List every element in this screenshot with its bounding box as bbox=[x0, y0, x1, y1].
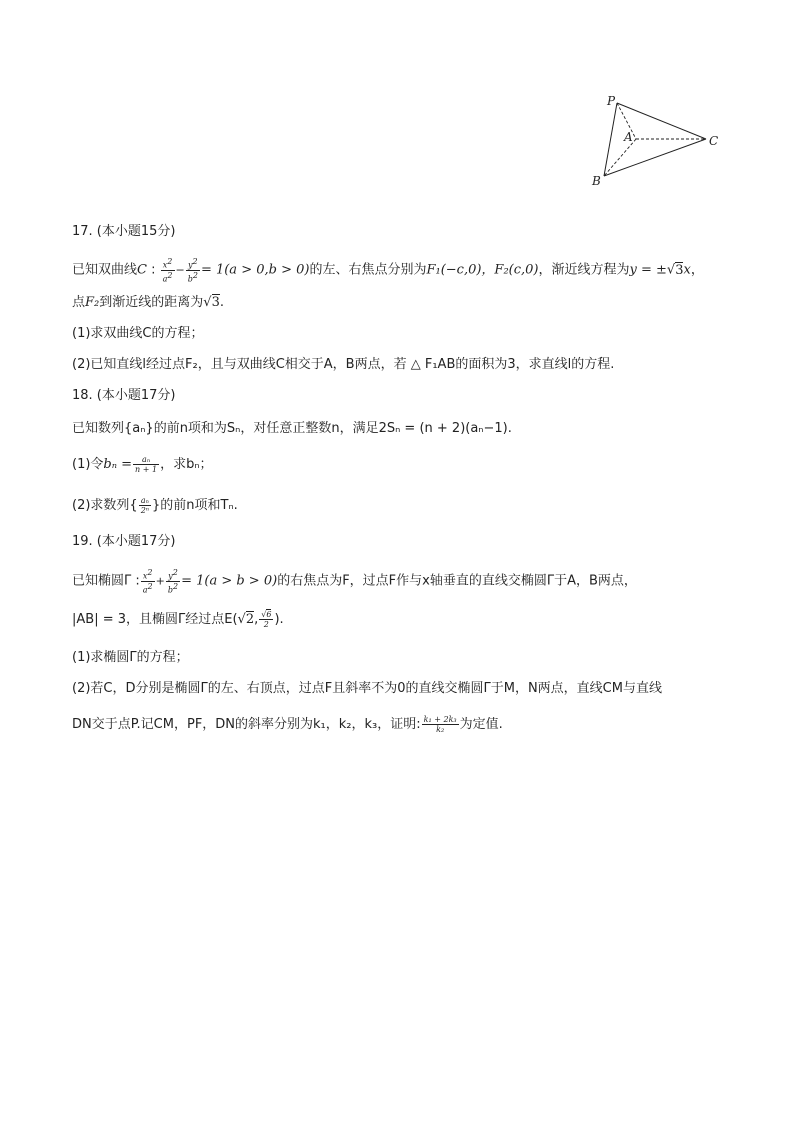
q17-part1: (1)求双曲线C的方程； bbox=[72, 326, 204, 341]
q18-part1-frac bbox=[133, 455, 159, 474]
q19-frac-y: $\frac{y^2}{b^2}$ bbox=[167, 568, 179, 595]
q17-header: 17. (本小题15分) bbox=[72, 224, 176, 239]
q19-line2-frac: $\frac{√6}{2}$ bbox=[261, 610, 272, 629]
q19-line2: |AB| = 3，且椭圆Γ经过点E(√2, $\frac{√6}{2}$ ). bbox=[72, 610, 284, 629]
q17-intro-a: 已知双曲线 bbox=[72, 262, 138, 278]
q19-line2-num: 6 bbox=[266, 610, 272, 619]
q19-line1: 已知椭圆Γ : $\frac{x^2}{a^2}$ + $\frac{y^2}{b^2}$ = 1(a > b > 0)的右焦点为F，过点F作与x轴垂直的直线交椭圆Γ于A，B两点， bbox=[72, 568, 637, 595]
q17-line1: 已知双曲线C : $\frac{x^2}{a^2}$ − $\frac{y^2}{b^2}$ = 1(a > 0,b > 0)的左、右焦点分别为F₁(−c,0)，F₂(c,0)，渐近线方程为y = ±√3x， bbox=[72, 257, 704, 284]
label-b: B bbox=[592, 174, 601, 188]
q19-line2-a: |AB| = 3，且椭圆Γ经过点E( bbox=[72, 612, 238, 627]
q17-frac-x: $\frac{x^2}{a^2}$ bbox=[162, 257, 173, 284]
q18-line1: 已知数列{aₙ}的前n项和为Sₙ，对任意正整数n，满足2Sₙ = (n + 2)(aₙ−1). bbox=[72, 421, 512, 436]
q19-part1: (1)求椭圆Γ的方程； bbox=[72, 650, 189, 665]
tetrahedron-figure bbox=[586, 88, 726, 188]
q19-line2-comma: , bbox=[254, 612, 259, 627]
q17-x-var: x bbox=[683, 262, 691, 278]
q18-part2-a: (2)求数列{ bbox=[72, 498, 138, 513]
q18-part1-a: (1)令 bbox=[72, 457, 104, 472]
q17-line2: 点F₂到渐近线的距离为√3. bbox=[72, 295, 224, 310]
q17-foci: F₁(−c,0)，F₂(c,0) bbox=[426, 262, 539, 278]
q19-frac-x: $\frac{x^2}{a^2}$ bbox=[142, 568, 153, 595]
q17-intro-b: 的左、右焦点分别为 bbox=[309, 262, 427, 278]
q17-line2-sqrt3: 3 bbox=[211, 295, 220, 310]
q17-tail: ， bbox=[690, 262, 704, 278]
q18-part1-b: bₙ = bbox=[103, 457, 133, 472]
q19-line2-end: ). bbox=[274, 612, 284, 627]
q17-line2-c: 到渐近线的距离为 bbox=[99, 295, 204, 310]
q19-part2-end: 为定值. bbox=[459, 717, 503, 732]
q19-part2-den: k₂ bbox=[436, 725, 445, 734]
q17-intro-c: ，渐近线方程为 bbox=[538, 262, 630, 278]
q17-line2-end: . bbox=[219, 295, 224, 310]
q19-line2-sqrt: 2 bbox=[245, 612, 255, 627]
edge-pb bbox=[604, 103, 617, 176]
q17-colon: : bbox=[146, 262, 160, 278]
q17-curve-name: C bbox=[137, 262, 147, 278]
q17-asymptote: y = ± bbox=[629, 262, 667, 278]
q18-part2-den: 2ⁿ bbox=[140, 506, 150, 515]
q17-sqrt3: 3 bbox=[675, 262, 684, 278]
q18-part1-num: aₙ bbox=[133, 455, 159, 465]
q18-part2-b: }的前n项和Tₙ. bbox=[152, 498, 238, 513]
q19-part2-line1: (2)若C，D分别是椭圆Γ的左、右顶点，过点F且斜率不为0的直线交椭圆Γ于M，N两点，直线CM与直线 bbox=[72, 681, 662, 696]
q18-part1-c: ，求bₙ； bbox=[160, 457, 213, 472]
q18-part2 bbox=[72, 496, 238, 516]
q17-line2-a: 点 bbox=[72, 295, 86, 310]
q19-part2-frac bbox=[422, 715, 459, 734]
q17-condition: = 1(a > 0,b > 0) bbox=[200, 262, 310, 278]
q19-intro-a: 已知椭圆Γ : bbox=[72, 573, 140, 589]
q17-part2: (2)已知直线l经过点F₂，且与双曲线C相交于A，B两点，若 △ F₁AB的面积为3，求直线l的方程. bbox=[72, 357, 615, 372]
edge-bc bbox=[604, 139, 706, 176]
q18-part1 bbox=[72, 455, 213, 475]
label-p: P bbox=[607, 94, 616, 108]
q18-header: 18. (本小题17分) bbox=[72, 388, 176, 403]
q18-part2-num: aₙ bbox=[139, 496, 151, 506]
q19-line2-den: 2 bbox=[263, 620, 269, 629]
q19-part2-line2-a: DN交于点P.记CM，PF，DN的斜率分别为k₁，k₂，k₃，证明: bbox=[72, 717, 421, 732]
label-a: A bbox=[624, 130, 633, 144]
q19-header: 19. (本小题17分) bbox=[72, 534, 176, 549]
q17-frac-y: $\frac{y^2}{b^2}$ bbox=[187, 257, 198, 284]
q17-line2-b: F₂ bbox=[85, 295, 100, 310]
q18-part2-frac bbox=[139, 496, 151, 515]
q19-part2-num: k₁ + 2k₃ bbox=[423, 715, 457, 724]
q19-part2-line2 bbox=[72, 715, 503, 735]
label-c: C bbox=[709, 134, 719, 148]
q19-condition: = 1(a > b > 0) bbox=[181, 573, 278, 589]
q19-intro-b: 的右焦点为F，过点F作与x轴垂直的直线交椭圆Γ于A，B两点， bbox=[277, 573, 637, 589]
q18-part1-den: n + 1 bbox=[135, 465, 158, 474]
